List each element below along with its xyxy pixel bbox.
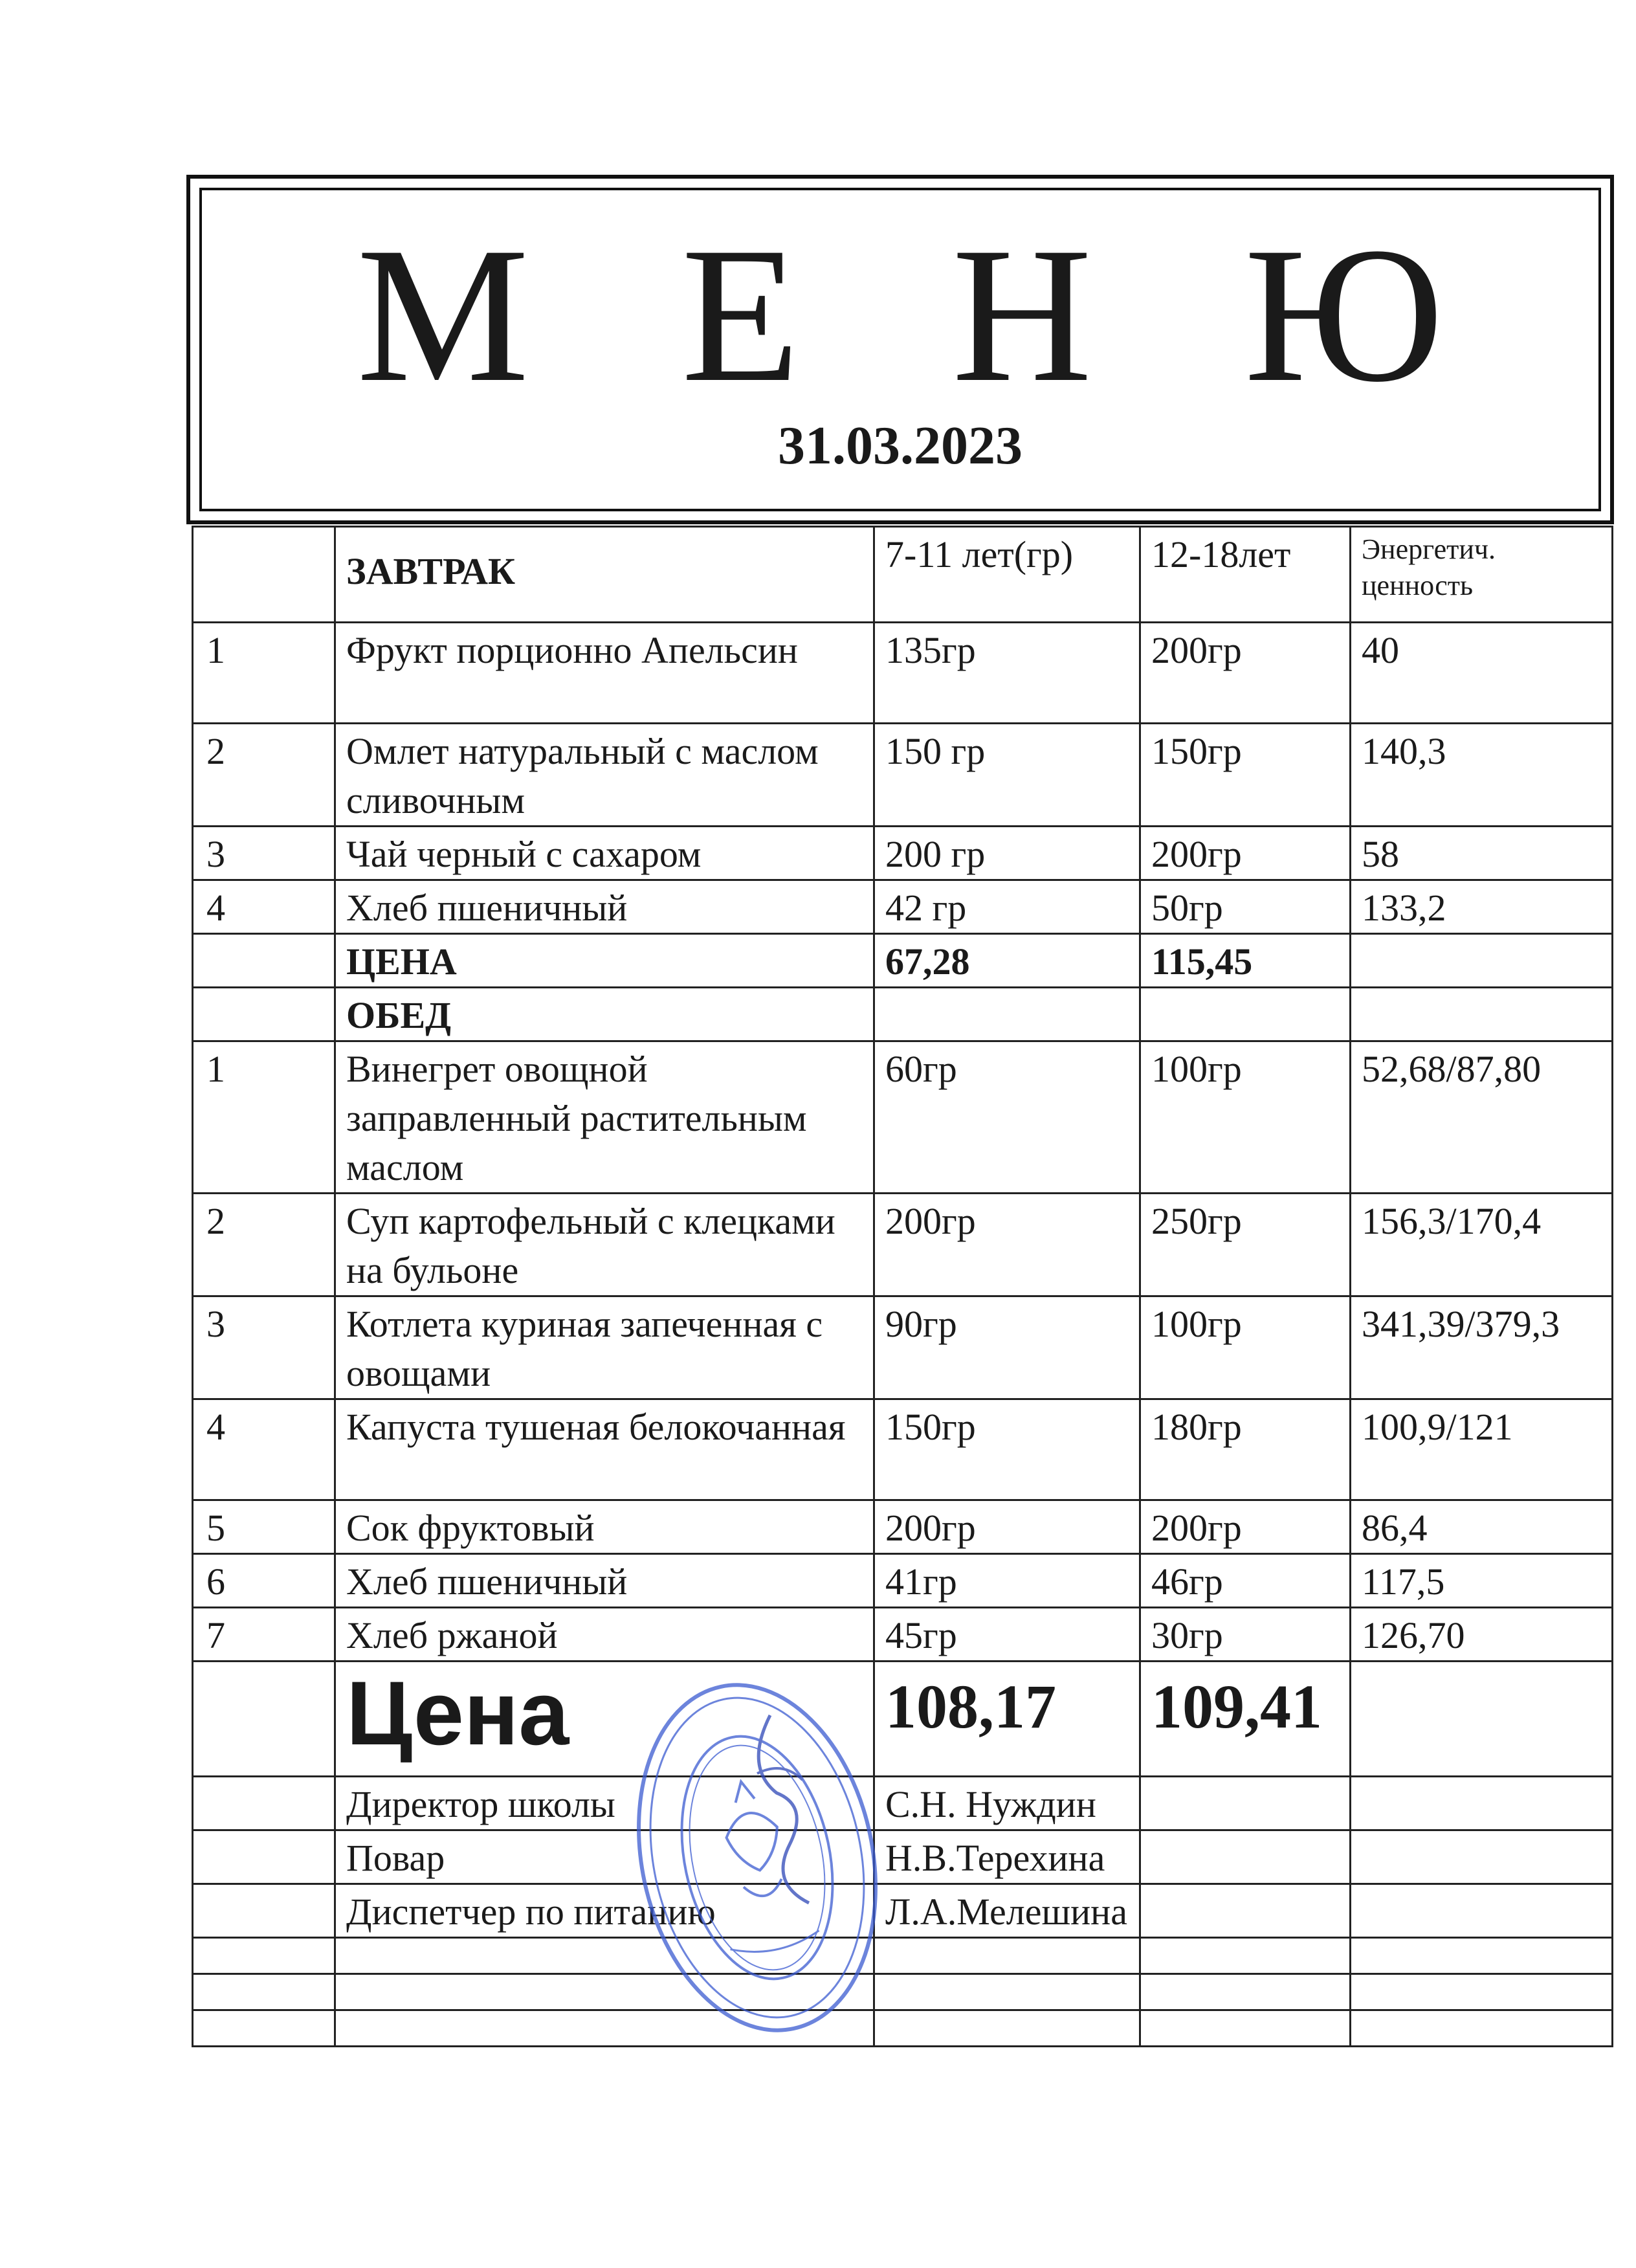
signature-role: Повар <box>335 1830 874 1884</box>
item-name: Хлеб пшеничный <box>335 1554 874 1608</box>
item-number: 7 <box>193 1608 335 1662</box>
item-portion-7-11: 45гр <box>874 1608 1140 1662</box>
menu-date: 31.03.2023 <box>778 416 1022 476</box>
blank-row <box>193 2010 1613 2047</box>
item-energy: 40 <box>1351 623 1613 724</box>
item-number: 6 <box>193 1554 335 1608</box>
column-age-7-11: 7-11 лет(гр) <box>874 527 1140 623</box>
empty-cell <box>335 1974 874 2010</box>
lunch-section-label: ОБЕД <box>335 988 874 1041</box>
item-portion-12-18: 50гр <box>1140 880 1351 934</box>
table-row <box>193 1041 1613 1194</box>
table-row <box>193 724 1613 827</box>
item-energy: 58 <box>1351 827 1613 880</box>
empty-cell <box>335 1938 874 1974</box>
blank-row <box>193 1938 1613 1974</box>
empty-cell <box>874 988 1140 1041</box>
empty-cell <box>193 1938 335 1974</box>
item-energy: 133,2 <box>1351 880 1613 934</box>
blank-row <box>193 1974 1613 2010</box>
signature-row <box>193 1884 1613 1938</box>
table-row <box>193 1296 1613 1399</box>
empty-cell <box>193 1777 335 1830</box>
lunch-price-row <box>193 1662 1613 1777</box>
empty-cell <box>1351 2010 1613 2047</box>
breakfast-price-7-11: 67,28 <box>874 934 1140 988</box>
item-number: 3 <box>193 1296 335 1399</box>
signature-role: Директор школы <box>335 1777 874 1830</box>
price-energy-cell <box>1351 934 1613 988</box>
item-portion-7-11: 90гр <box>874 1296 1140 1399</box>
empty-cell <box>1351 988 1613 1041</box>
item-portion-7-11: 200 гр <box>874 827 1140 880</box>
item-portion-12-18: 200гр <box>1140 623 1351 724</box>
item-portion-12-18: 30гр <box>1140 1608 1351 1662</box>
item-energy: 86,4 <box>1351 1500 1613 1554</box>
table-row <box>193 1500 1613 1554</box>
empty-cell <box>1140 1884 1351 1938</box>
empty-cell <box>193 1884 335 1938</box>
item-name: Хлеб ржаной <box>335 1608 874 1662</box>
empty-cell <box>1351 1974 1613 2010</box>
empty-cell <box>874 2010 1140 2047</box>
price-energy-cell <box>1351 1662 1613 1777</box>
signature-name: Н.В.Терехина <box>874 1830 1140 1884</box>
table-row <box>193 1554 1613 1608</box>
item-energy: 126,70 <box>1351 1608 1613 1662</box>
empty-cell <box>874 1938 1140 1974</box>
item-portion-7-11: 60гр <box>874 1041 1140 1194</box>
column-energy: Энергетич. ценность <box>1351 527 1613 623</box>
item-number: 3 <box>193 827 335 880</box>
item-number: 2 <box>193 1194 335 1296</box>
item-number: 5 <box>193 1500 335 1554</box>
item-portion-12-18: 250гр <box>1140 1194 1351 1296</box>
signature-row <box>193 1777 1613 1830</box>
item-portion-12-18: 46гр <box>1140 1554 1351 1608</box>
lunch-header-row <box>193 988 1613 1041</box>
item-name: Винегрет овощной заправленный растительным маслом <box>335 1041 874 1194</box>
empty-cell <box>1140 1938 1351 1974</box>
lunch-price-12-18: 109,41 <box>1140 1662 1351 1777</box>
breakfast-price-12-18: 115,45 <box>1140 934 1351 988</box>
item-energy: 100,9/121 <box>1351 1399 1613 1500</box>
signature-row <box>193 1830 1613 1884</box>
item-portion-7-11: 135гр <box>874 623 1140 724</box>
table-row <box>193 623 1613 724</box>
item-energy: 140,3 <box>1351 724 1613 827</box>
empty-cell <box>193 1974 335 2010</box>
item-portion-12-18: 100гр <box>1140 1041 1351 1194</box>
item-number: 1 <box>193 623 335 724</box>
item-number: 4 <box>193 880 335 934</box>
breakfast-price-label: ЦЕНА <box>335 934 874 988</box>
item-number: 2 <box>193 724 335 827</box>
item-portion-12-18: 180гр <box>1140 1399 1351 1500</box>
lunch-price-7-11: 108,17 <box>874 1662 1140 1777</box>
header-num-cell <box>193 527 335 623</box>
menu-table <box>192 526 1613 2047</box>
empty-cell <box>1351 1938 1613 1974</box>
table-row <box>193 1399 1613 1500</box>
breakfast-header-row <box>193 527 1613 623</box>
item-portion-12-18: 200гр <box>1140 827 1351 880</box>
table-row <box>193 880 1613 934</box>
item-energy: 156,3/170,4 <box>1351 1194 1613 1296</box>
empty-cell <box>1351 1830 1613 1884</box>
empty-cell <box>335 2010 874 2047</box>
menu-title: М Е Н Ю <box>357 207 1496 422</box>
breakfast-section-label: ЗАВТРАК <box>335 527 874 623</box>
item-name: Хлеб пшеничный <box>335 880 874 934</box>
item-portion-12-18: 150гр <box>1140 724 1351 827</box>
item-energy: 341,39/379,3 <box>1351 1296 1613 1399</box>
item-energy: 52,68/87,80 <box>1351 1041 1613 1194</box>
item-name: Капуста тушеная белокочанная <box>335 1399 874 1500</box>
header-num-cell <box>193 988 335 1041</box>
signature-name: Л.А.Мелешина <box>874 1884 1140 1938</box>
item-name: Чай черный с сахаром <box>335 827 874 880</box>
item-portion-7-11: 42 гр <box>874 880 1140 934</box>
empty-cell <box>874 1974 1140 2010</box>
breakfast-price-row <box>193 934 1613 988</box>
item-portion-7-11: 41гр <box>874 1554 1140 1608</box>
menu-header-box <box>186 175 1614 524</box>
empty-cell <box>1351 1884 1613 1938</box>
item-portion-12-18: 200гр <box>1140 1500 1351 1554</box>
item-portion-7-11: 200гр <box>874 1194 1140 1296</box>
item-portion-7-11: 150 гр <box>874 724 1140 827</box>
empty-cell <box>1140 1777 1351 1830</box>
price-num-cell <box>193 1662 335 1777</box>
item-name: Котлета куриная запеченная с овощами <box>335 1296 874 1399</box>
empty-cell <box>193 2010 335 2047</box>
item-name: Сок фруктовый <box>335 1500 874 1554</box>
table-row <box>193 1194 1613 1296</box>
column-age-12-18: 12-18лет <box>1140 527 1351 623</box>
empty-cell <box>1351 1777 1613 1830</box>
empty-cell <box>1140 2010 1351 2047</box>
item-portion-7-11: 150гр <box>874 1399 1140 1500</box>
empty-cell <box>193 1830 335 1884</box>
table-row <box>193 1608 1613 1662</box>
item-portion-7-11: 200гр <box>874 1500 1140 1554</box>
empty-cell <box>1140 988 1351 1041</box>
item-name: Суп картофельный с клецками на бульоне <box>335 1194 874 1296</box>
lunch-price-label: Цена <box>335 1662 874 1777</box>
item-portion-12-18: 100гр <box>1140 1296 1351 1399</box>
signature-name: С.Н. Нуждин <box>874 1777 1140 1830</box>
empty-cell <box>1140 1830 1351 1884</box>
price-num-cell <box>193 934 335 988</box>
item-number: 4 <box>193 1399 335 1500</box>
item-number: 1 <box>193 1041 335 1194</box>
item-energy: 117,5 <box>1351 1554 1613 1608</box>
item-name: Омлет натуральный с маслом сливочным <box>335 724 874 827</box>
empty-cell <box>1140 1974 1351 2010</box>
signature-role: Диспетчер по питанию <box>335 1884 874 1938</box>
table-row <box>193 827 1613 880</box>
item-name: Фрукт порционно Апельсин <box>335 623 874 724</box>
